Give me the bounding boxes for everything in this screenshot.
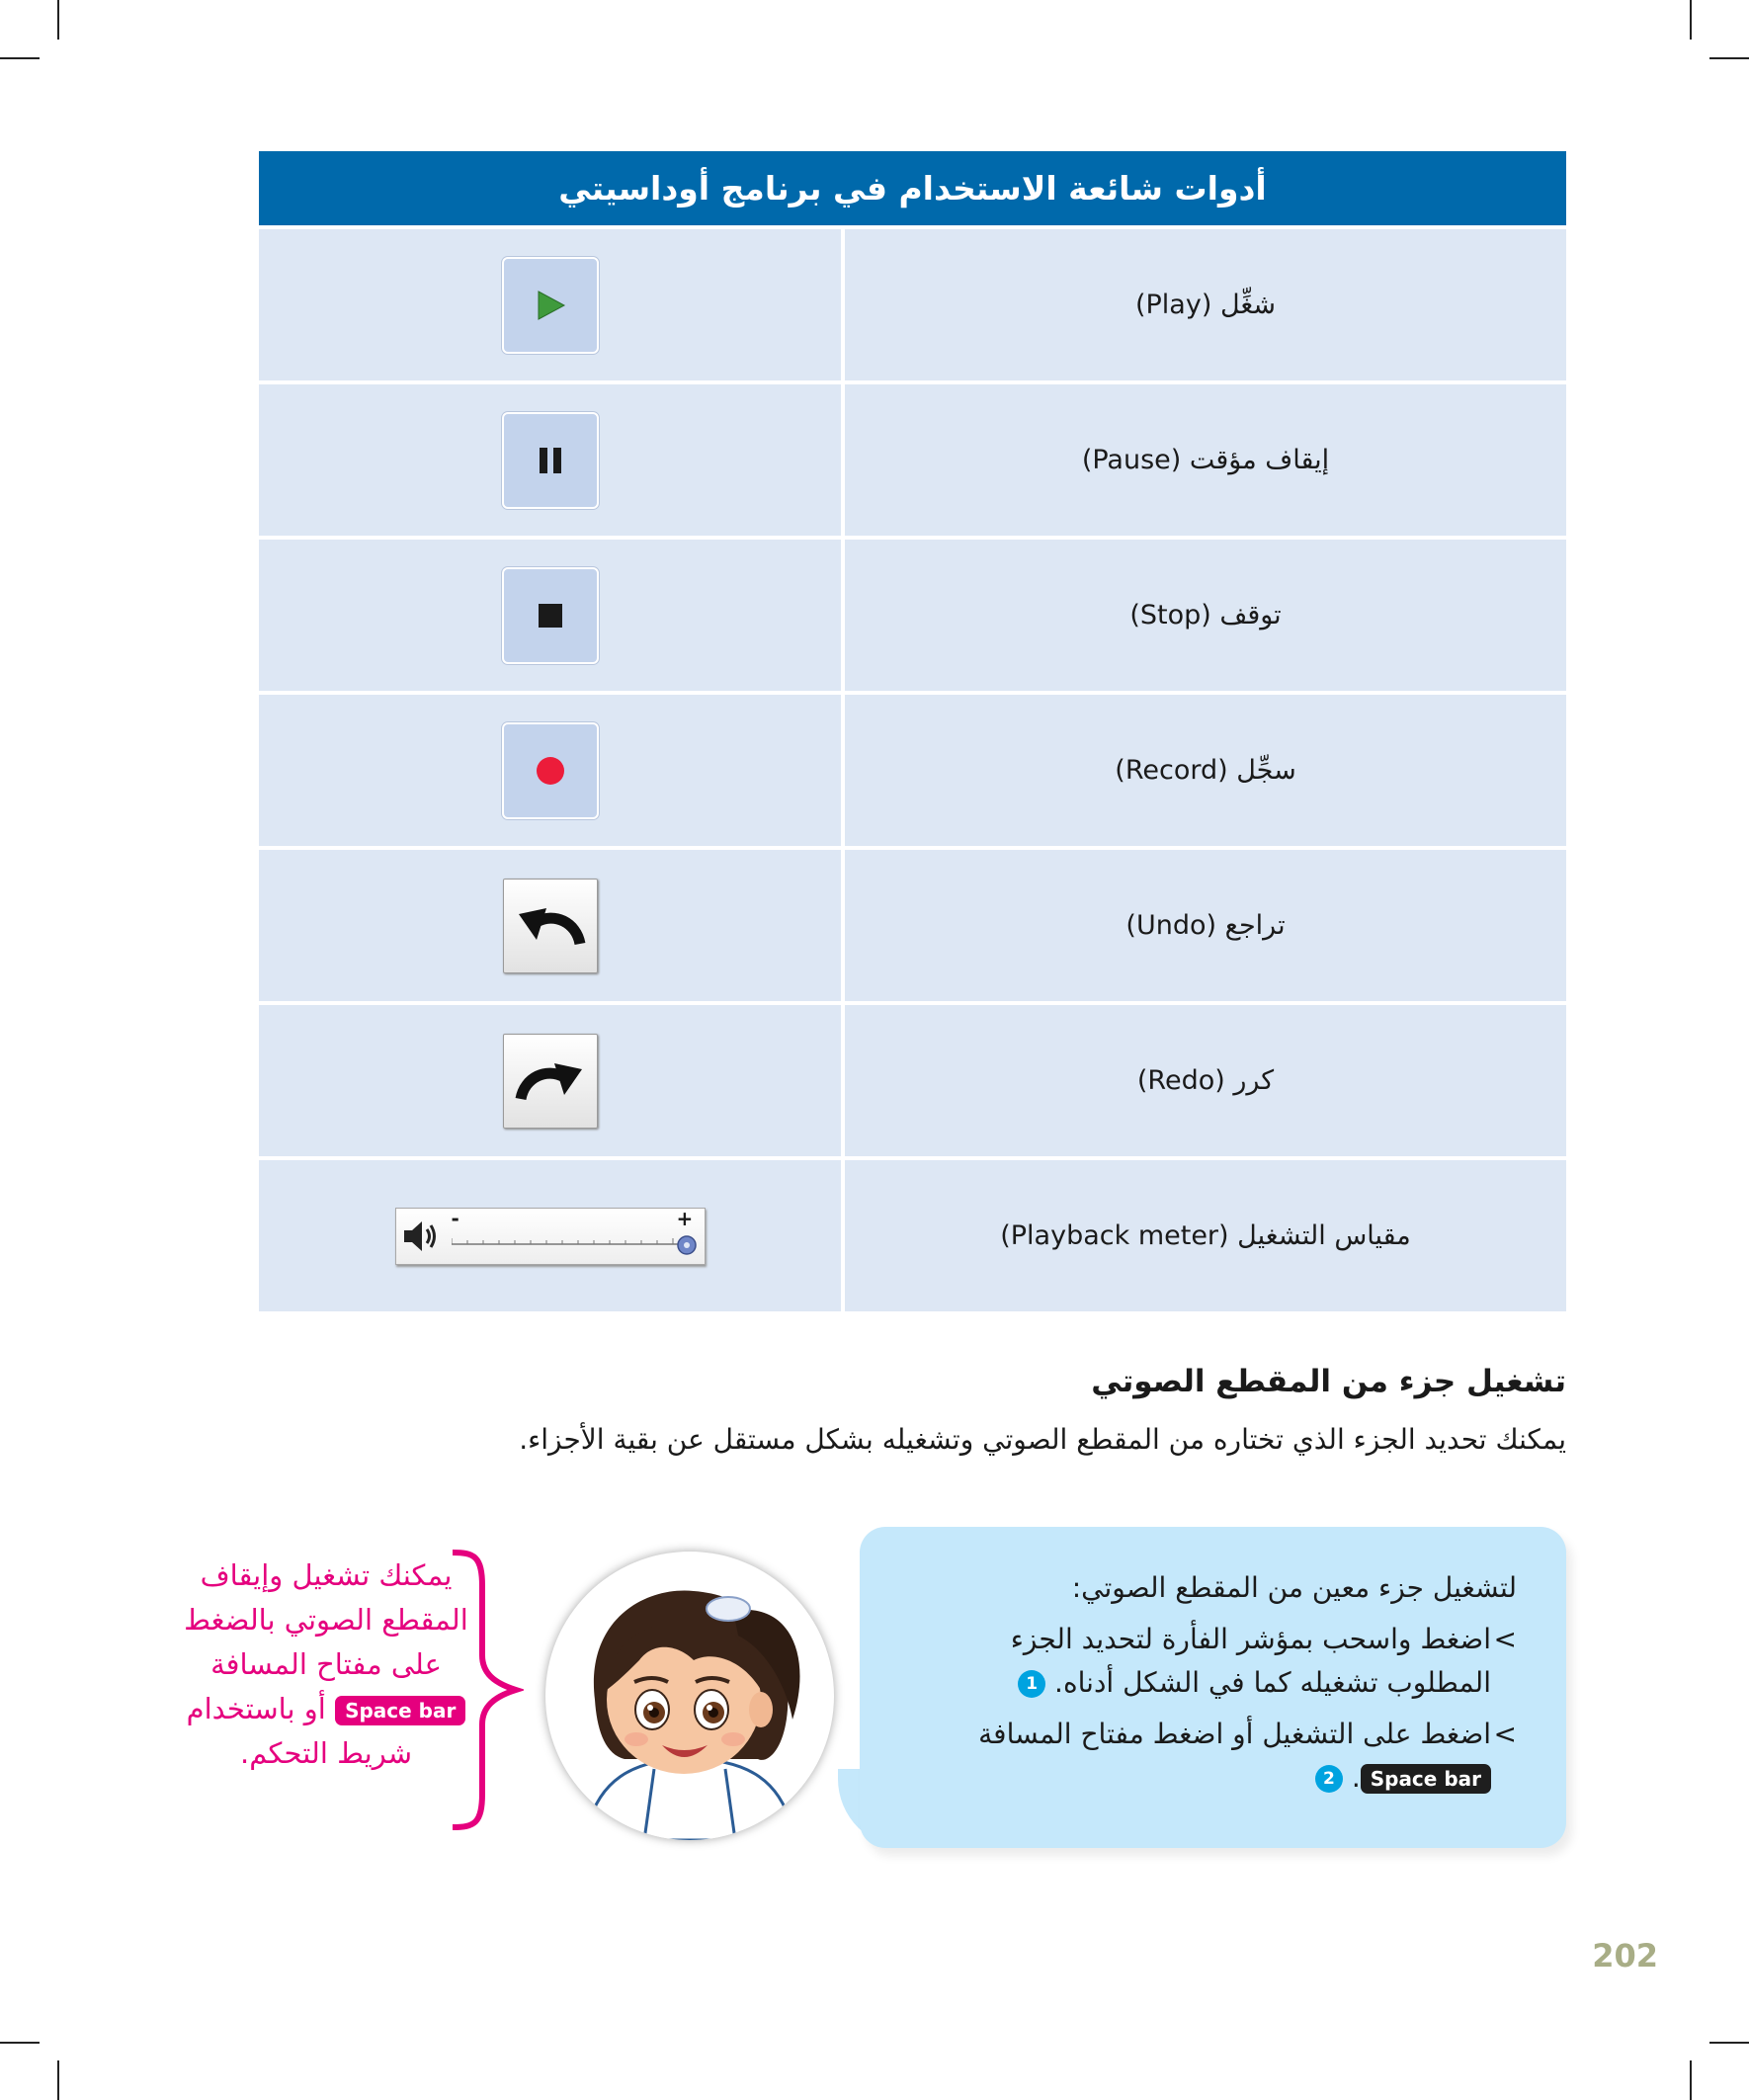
- table-row: [259, 1160, 1566, 1311]
- crop-mark: [1690, 2060, 1692, 2100]
- undo-icon: [511, 896, 590, 956]
- space-bar-key: Space bar: [335, 1696, 465, 1725]
- speech-step: [954, 1713, 1517, 1800]
- speech-step: [954, 1618, 1517, 1705]
- tool-label-play: شغِّل (Play): [845, 229, 1566, 380]
- pause-button[interactable]: [502, 412, 599, 509]
- girl-character-icon: [545, 1552, 834, 1840]
- crop-mark: [57, 0, 59, 40]
- speech-step-end: .: [1351, 1761, 1361, 1794]
- redo-button[interactable]: [503, 1034, 598, 1129]
- meter-track: [452, 1234, 689, 1254]
- page-number: 202: [1592, 1937, 1658, 1974]
- playback-meter[interactable]: [395, 1208, 706, 1265]
- meter-plus: +: [676, 1206, 694, 1230]
- section-title: تشغيل جزء من المقطع الصوتي: [1091, 1364, 1566, 1399]
- crop-mark: [0, 2042, 40, 2044]
- side-note-text: يمكنك تشغيل وإيقاف المقطع الصوتي بالضغط على مفتاح المسافة: [184, 1558, 468, 1681]
- meter-minus: -: [451, 1206, 459, 1230]
- tool-label-redo: كرر (Redo): [845, 1005, 1566, 1156]
- side-note-text: أو باستخدام شريط التحكم.: [186, 1692, 412, 1770]
- crop-mark: [0, 57, 40, 59]
- tool-label-undo: تراجع (Undo): [845, 850, 1566, 1001]
- chevron-icon: >: [1493, 1623, 1517, 1655]
- pause-icon: [531, 441, 570, 480]
- space-bar-key: Space bar: [1361, 1764, 1491, 1794]
- stop-button[interactable]: [502, 567, 599, 664]
- speech-step-text: اضغط واسحب بمؤشر الفأرة لتحديد الجزء المطلوب تشغيله كما في الشكل أدناه.: [1010, 1623, 1491, 1699]
- speaker-icon: [400, 1217, 440, 1256]
- crop-mark: [1709, 2042, 1749, 2044]
- table-row: [259, 540, 1566, 691]
- step-number-badge: 1: [1018, 1670, 1045, 1698]
- stop-icon: [531, 596, 570, 635]
- speech-step-text: اضغط على التشغيل أو اضغط مفتاح المسافة: [978, 1718, 1491, 1750]
- tool-label-stop: توقف (Stop): [845, 540, 1566, 691]
- step-number-badge: 2: [1315, 1765, 1343, 1793]
- crop-mark: [1709, 57, 1749, 59]
- curly-brace-icon: [445, 1547, 524, 1833]
- record-icon: [531, 751, 570, 791]
- crop-mark: [57, 2060, 59, 2100]
- table-row: [259, 384, 1566, 536]
- table-row: [259, 695, 1566, 846]
- speech-box: [860, 1527, 1566, 1848]
- tool-label-pause: إيقاف مؤقت (Pause): [845, 384, 1566, 536]
- table-row: [259, 229, 1566, 380]
- tools-table: [259, 151, 1566, 1311]
- table-title: أدوات شائعة الاستخدام في برنامج أوداسيتي: [259, 151, 1566, 225]
- character-avatar: [545, 1552, 834, 1840]
- section-paragraph: يمكنك تحديد الجزء الذي تختاره من المقطع الصوتي وتشغيله بشكل مستقل عن بقية الأجزاء.: [519, 1423, 1566, 1456]
- side-note: [178, 1554, 474, 1776]
- tool-label-playback-meter: مقياس التشغيل (Playback meter): [845, 1160, 1566, 1311]
- redo-icon: [511, 1051, 590, 1111]
- play-icon: [531, 286, 570, 325]
- chevron-icon: >: [1493, 1718, 1517, 1750]
- crop-mark: [1690, 0, 1692, 40]
- table-row: [259, 850, 1566, 1001]
- table-row: [259, 1005, 1566, 1156]
- undo-button[interactable]: [503, 879, 598, 973]
- play-button[interactable]: [502, 257, 599, 354]
- tool-label-record: سجِّل (Record): [845, 695, 1566, 846]
- meter-slider-thumb[interactable]: [676, 1234, 698, 1256]
- record-button[interactable]: [502, 722, 599, 819]
- speech-intro: لتشغيل جزء معين من المقطع الصوتي:: [1071, 1571, 1517, 1604]
